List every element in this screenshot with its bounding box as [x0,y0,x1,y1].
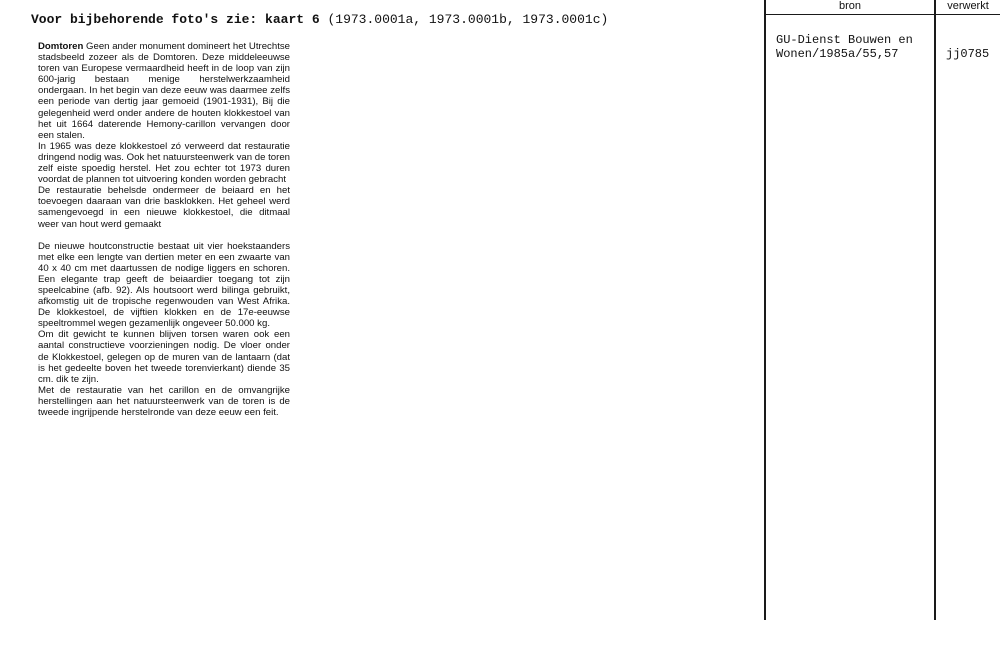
paragraph-gap [38,230,290,241]
bron-column-header: bron [838,0,862,12]
bron-entry: GU-Dienst Bouwen en Wonen/1985a/55,57 [776,33,913,61]
verwerkt-column-left-rule [934,0,936,620]
paragraph-1 [38,41,290,141]
verwerkt-column-header: verwerkt [947,0,989,12]
column-header-rule [764,14,1000,15]
article-body [38,41,290,418]
paragraph-4: De nieuwe houtconstructie bestaat uit vier hoekstaanders met elke een lengte van dertien meter en een zwaarte van 40 x 40 cm met daartussen de nodige liggers en schoren. Een elegante trap geeft de beiaardier toegang tot zijn speelcabine (afb. 92). Als houtsoort werd bilinga gebruikt, afkomstig uit de tropische regenwouden van West Afrika. De klokkestoel, de vijftien klokken en de 17e-eeuwse speeltrommel wegen gezamenlijk ongeveer 50.000 kg. [38,240,290,330]
photo-reference-label: Voor bijbehorende foto's zie: kaart 6 [31,12,320,27]
article-lead: Domtoren [38,41,84,52]
verwerkt-entry: jj0785 [946,47,990,61]
bron-column-left-rule [764,0,766,620]
paragraph-1-text: Geen ander monument domineert het Utrechtse stadsbeeld zozeer als de Domtoren. Deze middeleeuwse toren van Europese vermaardheid heeft in de loop van zijn 600-jarig bestaan menige herstelwerkzaamheid ondergaan. In het begin van deze eeuw was daarmee zelfs een periode van dertig jaar gemoeid (1901-1931), Bij die gelegenheid werd onder andere de houten klokkestoel van het uit 1664 daterende Hemony-carillon vervangen door een stalen. [38,41,290,141]
paragraph-2: In 1965 was deze klokkestoel zó verweerd dat restauratie dringend nodig was. Ook het natuursteenwerk van de toren zelf eiste spoedig herstel. Het zou echter tot 1973 duren voordat de plannen tot uitvoering konden worden gebracht [38,140,290,186]
header-line [31,12,751,27]
paragraph-3: De restauratie behelsde ondermeer de beiaard en het toevoegen daaraan van drie basklokken. Het geheel werd samengevoegd in een nieuwe klokkestoel, die ditmaal weer van hout werd gemaakt [38,185,290,230]
paragraph-5: Om dit gewicht te kunnen blijven torsen waren ook een aantal constructieve voorzieningen nodig. De vloer onder de Klokkestoel, gelegen op de muren van de lantaarn (dat is het gedeelte boven het tweede torenvierkant) diende 35 cm. dik te zijn. [38,329,290,385]
paragraph-6: Met de restauratie van het carillon en de omvangrijke herstellingen aan het natuursteenwerk van de toren is de tweede ingrijpende herstelronde van deze eeuw een feit. [38,384,290,418]
photo-reference-numbers: (1973.0001a, 1973.0001b, 1973.0001c) [327,12,609,27]
